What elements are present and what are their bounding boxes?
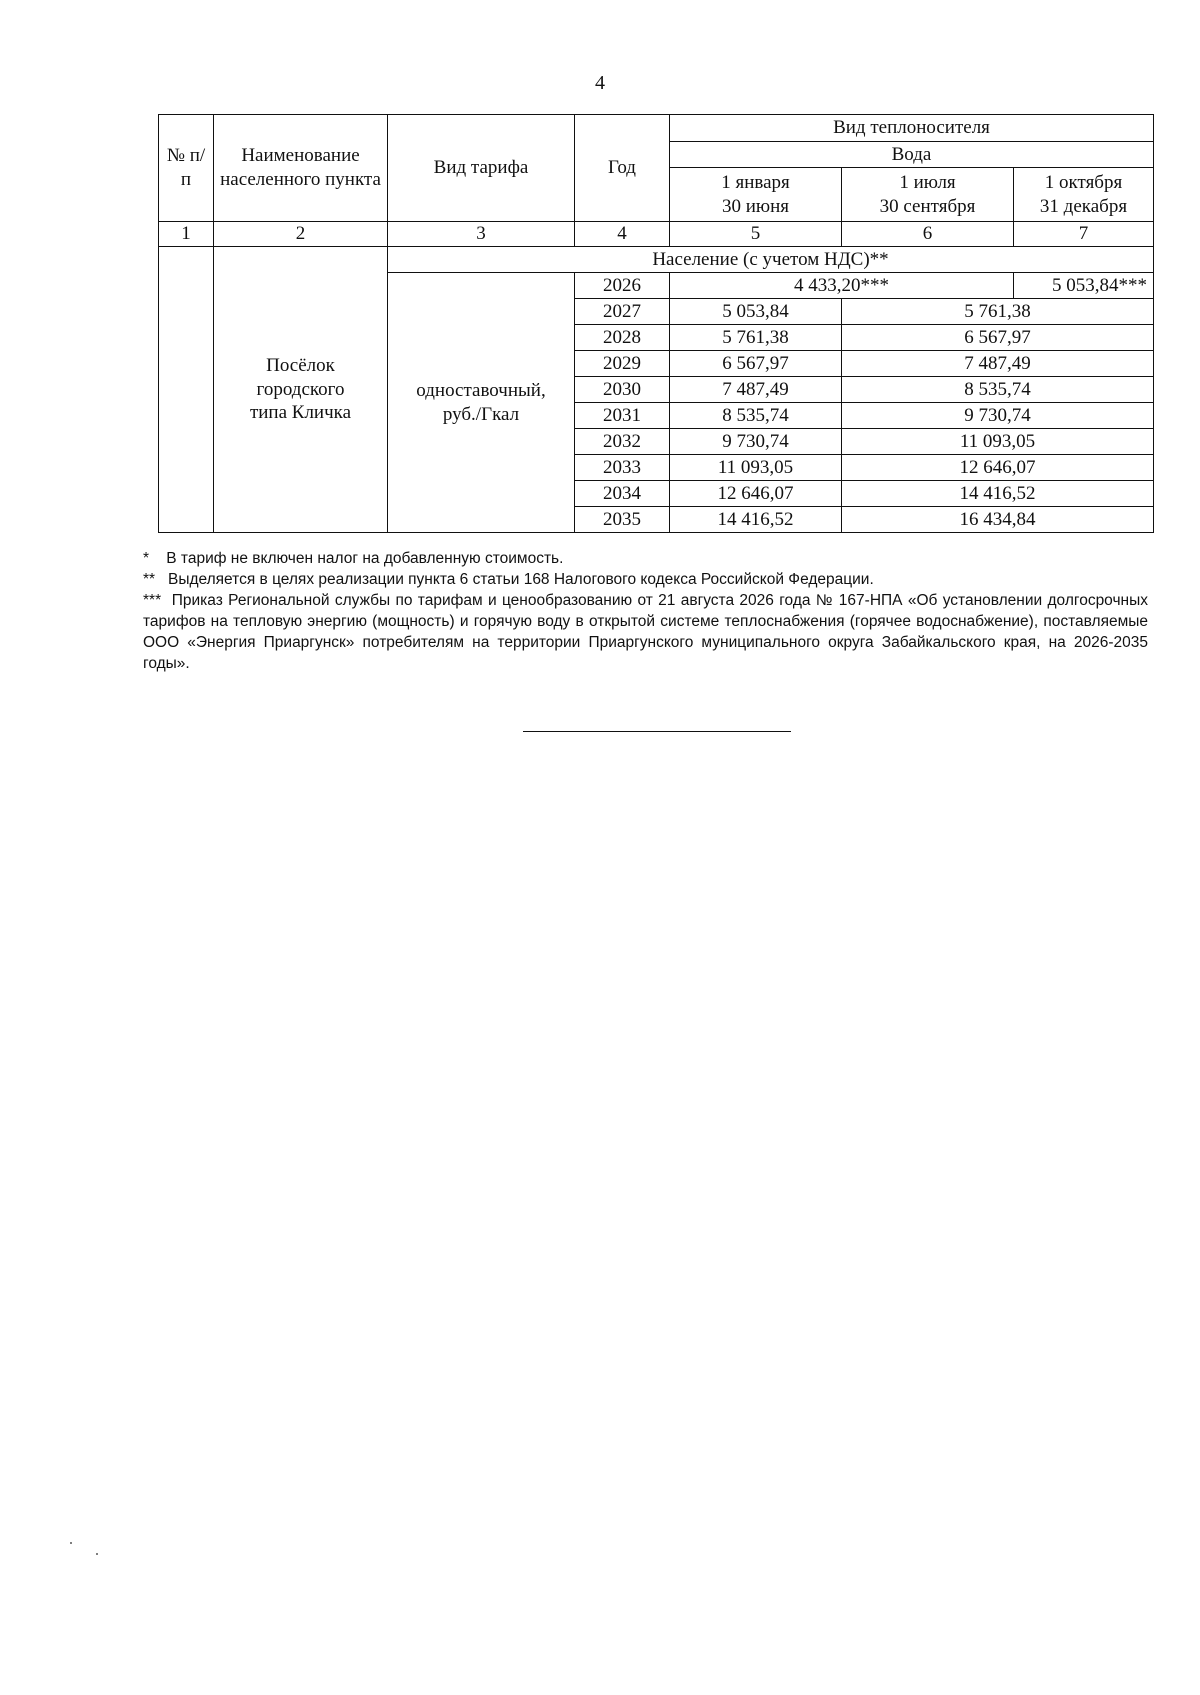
column-number-row [159,222,1154,247]
header-period-oct-dec: 1 октября 31 декабря [1014,168,1154,222]
value-cell: 12 646,07 [670,481,842,507]
value-cell: 9 730,74 [842,403,1154,429]
value-cell: 14 416,52 [670,507,842,533]
column-number: 3 [388,222,575,247]
value-cell: 11 093,05 [842,429,1154,455]
column-number: 1 [159,222,214,247]
value-cell: 16 434,84 [842,507,1154,533]
year-cell: 2026 [575,273,670,299]
year-cell: 2028 [575,325,670,351]
column-number: 5 [670,222,842,247]
column-number: 4 [575,222,670,247]
row-number-cell [159,247,214,533]
header-num: № п/п [159,115,214,222]
header-period-jul-sep: 1 июля 30 сентября [842,168,1014,222]
value-cell: 12 646,07 [842,455,1154,481]
scan-speck [96,1553,98,1555]
value-cell: 5 761,38 [842,299,1154,325]
value-cell: 14 416,52 [842,481,1154,507]
header-water: Вода [670,142,1154,168]
header-year: Год [575,115,670,222]
scan-speck [70,1542,72,1544]
header-tariff-type: Вид тарифа [388,115,575,222]
value-cell: 6 567,97 [842,325,1154,351]
population-label: Население (с учетом НДС)** [388,247,1154,273]
year-cell: 2031 [575,403,670,429]
footnotes [143,548,1153,674]
settlement-name-cell: Посёлок городского типа Кличка [214,247,388,533]
year-cell: 2027 [575,299,670,325]
value-cell: 7 487,49 [842,351,1154,377]
value-cell: 5 053,84*** [1014,273,1154,299]
year-cell: 2035 [575,507,670,533]
header-period-jan-jun: 1 января 30 июня [670,168,842,222]
tariff-table [158,114,1154,533]
column-number: 7 [1014,222,1154,247]
header-settlement-name: Наименование населенного пункта [214,115,388,222]
value-cell: 4 433,20*** [670,273,1014,299]
year-cell: 2030 [575,377,670,403]
page-number: 4 [595,72,605,94]
value-cell: 8 535,74 [670,403,842,429]
value-cell: 7 487,49 [670,377,842,403]
year-cell: 2034 [575,481,670,507]
value-cell: 5 053,84 [670,299,842,325]
closing-rule [523,731,791,732]
footnote-2: ** Выделяется в целях реализации пункта 6 статьи 168 Налогового кодекса Российской Федерации. [143,571,874,588]
value-cell: 6 567,97 [670,351,842,377]
column-number: 2 [214,222,388,247]
year-cell: 2032 [575,429,670,455]
value-cell: 8 535,74 [842,377,1154,403]
value-cell: 11 093,05 [670,455,842,481]
tariff-type-cell: одноставочный, руб./Гкал [388,273,575,533]
column-number: 6 [842,222,1014,247]
footnote-3: *** Приказ Региональной службы по тарифам и ценообразованию от 21 августа 2026 года № 167-НПА «Об установлении долгосрочных тарифов на тепловую энергию (мощность) и горячую воду в открытой системе теплоснабжения (горячее водоснабжение), поставляемые ООО «Энергия Приаргунск» потребителям на территории Приаргунского муниципального округа Забайкальского края, на 2026-2035 годы». [143,592,1153,672]
value-cell: 9 730,74 [670,429,842,455]
header-carrier-type: Вид теплоносителя [670,115,1154,142]
footnote-1: * В тариф не включен налог на добавленную стоимость. [143,550,564,567]
year-cell: 2033 [575,455,670,481]
year-cell: 2029 [575,351,670,377]
value-cell: 5 761,38 [670,325,842,351]
